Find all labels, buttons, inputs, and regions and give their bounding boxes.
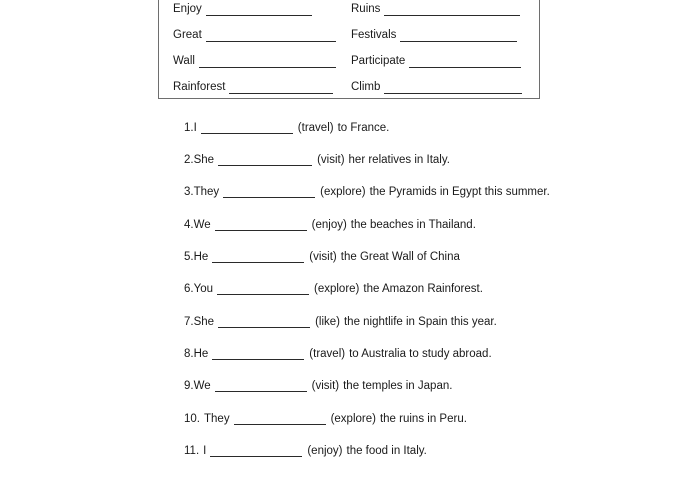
- exercise-item: [184, 379, 452, 393]
- exercise-blank[interactable]: [201, 124, 293, 134]
- exercise-number: 11.: [184, 445, 200, 457]
- exercise-subject: They: [204, 413, 230, 425]
- exercise-verb-hint: (travel): [309, 348, 346, 360]
- vocabulary-word: Ruins: [351, 3, 381, 15]
- exercise-subject: She: [193, 316, 215, 328]
- vocabulary-item: [173, 78, 333, 94]
- exercise-text: the food in Italy.: [346, 445, 427, 457]
- exercise-subject: He: [193, 251, 209, 263]
- exercise-number: 6.: [184, 283, 194, 295]
- vocabulary-word: Enjoy: [173, 3, 202, 15]
- exercise-blank[interactable]: [210, 447, 302, 457]
- exercise-subject: We: [193, 219, 211, 231]
- vocabulary-item: [351, 52, 521, 68]
- exercise-text: the nightlife in Spain this year.: [343, 316, 497, 328]
- answer-line[interactable]: [384, 83, 522, 94]
- exercise-verb-hint: (visit): [309, 251, 337, 263]
- vocabulary-item: [351, 26, 517, 42]
- exercise-text: the beaches in Thailand.: [350, 219, 476, 231]
- exercise-text: to Australia to study abroad.: [349, 348, 492, 360]
- exercise-verb-hint: (like): [315, 316, 340, 328]
- exercise-verb-hint: (travel): [297, 122, 334, 134]
- exercise-verb-hint: (explore): [330, 413, 376, 425]
- answer-line[interactable]: [409, 57, 521, 68]
- exercise-item: [184, 185, 550, 199]
- vocabulary-word: Great: [173, 29, 202, 41]
- exercise-verb-hint: (visit): [317, 154, 345, 166]
- vocabulary-word: Participate: [351, 55, 406, 67]
- exercise-number: 4.: [184, 219, 194, 231]
- exercise-verb-hint: (explore): [320, 186, 366, 198]
- answer-line[interactable]: [206, 31, 336, 42]
- vocabulary-item: [173, 26, 336, 42]
- vocabulary-item: [173, 0, 312, 16]
- answer-line[interactable]: [384, 5, 520, 16]
- vocabulary-item: [351, 0, 520, 16]
- exercise-verb-hint: (visit): [311, 380, 340, 392]
- exercise-blank[interactable]: [218, 156, 312, 166]
- exercise-number: 1.: [184, 122, 194, 134]
- exercise-text: to France.: [337, 122, 390, 134]
- exercise-number: 10.: [184, 413, 200, 425]
- exercise-text: the Great Wall of China: [340, 251, 460, 263]
- exercise-subject: I: [193, 122, 197, 134]
- exercise-verb-hint: (enjoy): [311, 219, 347, 231]
- vocabulary-item: [351, 78, 522, 94]
- answer-line[interactable]: [229, 83, 333, 94]
- exercise-text: the temples in Japan.: [343, 380, 453, 392]
- exercise-item: [184, 218, 476, 232]
- answer-line[interactable]: [199, 57, 336, 68]
- exercise-item: [184, 315, 497, 329]
- exercise-item: [184, 412, 467, 426]
- exercise-number: 5.: [184, 251, 194, 263]
- exercise-item: [184, 444, 427, 458]
- exercise-subject: I: [203, 445, 207, 457]
- answer-line[interactable]: [400, 31, 517, 42]
- answer-line[interactable]: [206, 5, 312, 16]
- exercise-blank[interactable]: [223, 188, 315, 198]
- exercise-number: 7.: [184, 316, 194, 328]
- exercise-item: [184, 121, 389, 135]
- exercise-text: the Pyramids in Egypt this summer.: [369, 186, 550, 198]
- vocabulary-box: [158, 0, 540, 99]
- exercise-text: the ruins in Peru.: [379, 413, 467, 425]
- vocabulary-word: Rainforest: [173, 81, 226, 93]
- exercise-subject: They: [193, 186, 220, 198]
- vocabulary-item: [173, 52, 336, 68]
- exercise-subject: She: [193, 154, 215, 166]
- exercise-blank[interactable]: [212, 253, 304, 263]
- exercise-subject: We: [193, 380, 211, 392]
- exercise-blank[interactable]: [234, 415, 326, 425]
- exercise-blank[interactable]: [215, 221, 307, 231]
- exercise-blank[interactable]: [217, 285, 309, 295]
- exercise-text: her relatives in Italy.: [348, 154, 450, 166]
- exercise-subject: You: [193, 283, 213, 295]
- vocabulary-word: Festivals: [351, 29, 397, 41]
- exercise-blank[interactable]: [218, 318, 310, 328]
- exercise-number: 2.: [184, 154, 194, 166]
- exercise-item: [184, 250, 460, 264]
- exercise-number: 9.: [184, 380, 194, 392]
- vocabulary-word: Wall: [173, 55, 195, 67]
- exercise-blank[interactable]: [215, 382, 307, 392]
- exercise-text: the Amazon Rainforest.: [363, 283, 483, 295]
- exercise-subject: He: [193, 348, 209, 360]
- exercise-blank[interactable]: [212, 350, 304, 360]
- exercise-number: 8.: [184, 348, 194, 360]
- exercise-item: [184, 282, 483, 296]
- vocabulary-word: Climb: [351, 81, 381, 93]
- exercise-verb-hint: (explore): [314, 283, 360, 295]
- exercise-item: [184, 153, 450, 167]
- exercise-item: [184, 347, 492, 361]
- exercise-number: 3.: [184, 186, 194, 198]
- exercise-verb-hint: (enjoy): [307, 445, 343, 457]
